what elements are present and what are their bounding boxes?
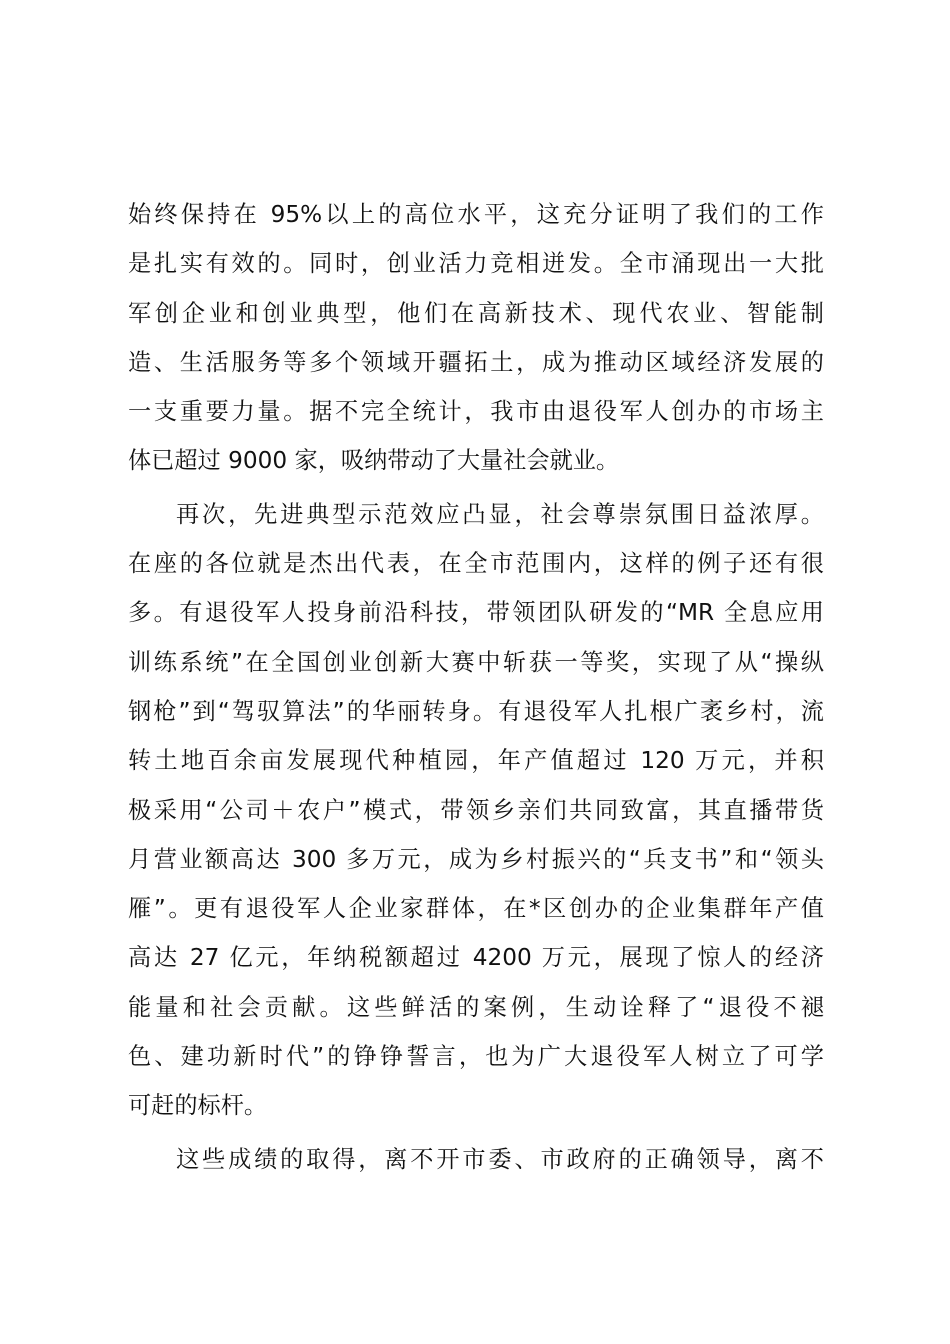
text-line: 始终保持在 95%以上的高位水平，这充分证明了我们的工作 [128,201,824,228]
text-line: 极采用“公司＋农户”模式，带领乡亲们共同致富，其直播带货 [128,796,824,824]
text-line: 这些成绩的取得，离不开市委、市政府的正确领导，离不 [176,1145,824,1173]
paragraph-exemplary-models [128,490,824,1131]
document-page [128,190,824,1184]
text-line: 多。有退役军人投身前沿科技，带领团队研发的“MR 全息应用 [128,599,824,627]
text-line: 一支重要力量。据不完全统计，我市由退役军人创办的市场主 [128,398,824,426]
text-line: 雁”。更有退役军人企业家群体，在*区创办的企业集群年产值 [128,895,824,923]
text-line: 钢枪”到“驾驭算法”的华丽转身。有退役军人扎根广袤乡村，流 [128,697,824,725]
paragraph-employment-stats [128,190,824,486]
text-line: 造、生活服务等多个领域开疆拓土，成为推动区域经济发展的 [128,348,824,376]
text-line: 色、建功新时代”的铮铮誓言，也为广大退役军人树立了可学 [128,1043,824,1071]
text-line: 可赶的标杆。 [128,1092,268,1120]
text-line: 军创企业和创业典型，他们在高新技术、现代农业、智能制 [128,299,824,327]
text-line: 训练系统”在全国创业创新大赛中斩获一等奖，实现了从“操纵 [128,648,824,676]
text-line: 是扎实有效的。同时，创业活力竞相迸发。全市涌现出一大批 [128,250,824,278]
text-line: 体已超过 9000 家，吸纳带动了大量社会就业。 [128,447,620,475]
text-line: 再次，先进典型示范效应凸显，社会尊崇氛围日益浓厚。 [176,500,824,528]
text-line: 高达 27 亿元，年纳税额超过 4200 万元，展现了惊人的经济 [128,944,824,972]
text-line: 转土地百余亩发展现代种植园，年产值超过 120 万元，并积 [128,747,824,775]
text-line: 在座的各位就是杰出代表，在全市范围内，这样的例子还有很 [128,550,824,578]
text-line: 能量和社会贡献。这些鲜活的案例，生动诠释了“退役不褪 [128,993,824,1021]
paragraph-achievements-attribution [128,1135,824,1184]
text-line: 月营业额高达 300 多万元，成为乡村振兴的“兵支书”和“领头 [128,845,824,873]
